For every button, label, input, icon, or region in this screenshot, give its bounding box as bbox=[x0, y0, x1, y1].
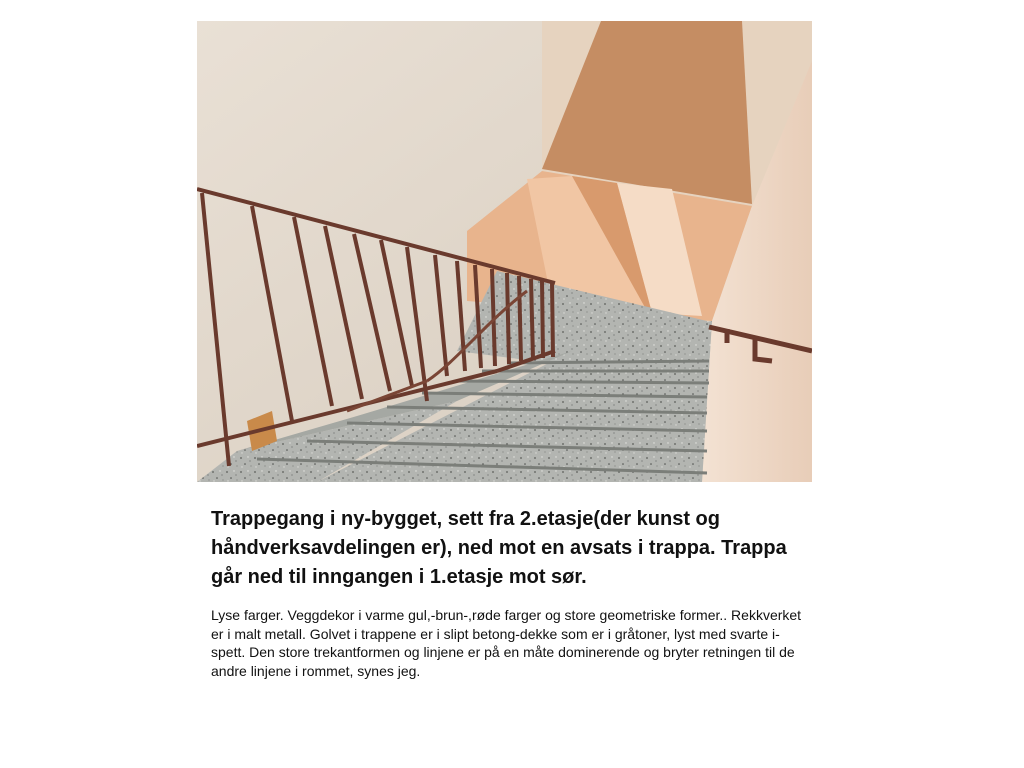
staircase-photo bbox=[197, 21, 812, 482]
slide-body-text: Lyse farger. Veggdekor i varme gul,-brun-,røde farger og store geometriske former.. Rekkverket er i malt metall. Golvet i trappene er i slipt betong-dekke som er i gråtoner, lyst med svarte i-spett. Den store trekantformen og linjene er på en måte dominerende og bryter retningen til de andre linjene i rommet, synes jeg. bbox=[211, 607, 802, 679]
slide-title: Trappegang i ny-bygget, sett fra 2.etasje(der kunst og håndverksavdelingen er), ned mot en avsats i trappa. Trappa går ned til inngangen i 1.etasje mot sør. bbox=[211, 508, 787, 588]
